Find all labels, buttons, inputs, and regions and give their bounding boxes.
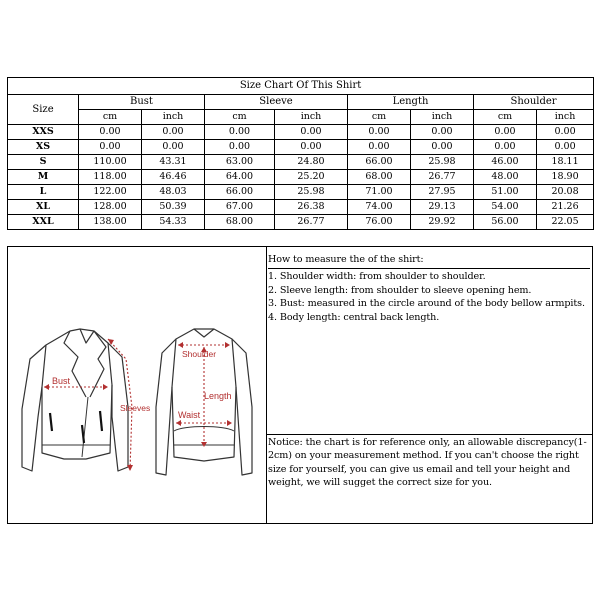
title-divider: [268, 268, 590, 269]
measurement-cell: 0.00: [348, 125, 411, 140]
measure-step: 2. Sleeve length: from shoulder to sleeve opening hem.: [268, 284, 532, 296]
waist-label: Waist: [178, 410, 201, 420]
measurement-cell: 48.00: [474, 170, 537, 185]
measurement-cell: 56.00: [474, 215, 537, 230]
table-row: [8, 185, 594, 200]
front-measure-marks: [44, 339, 132, 471]
measurement-cell: 0.00: [411, 125, 474, 140]
measurement-cell: 50.39: [142, 200, 205, 215]
measurement-cell: 74.00: [348, 200, 411, 215]
measurement-cell: 110.00: [79, 155, 142, 170]
measurement-cell: 0.00: [474, 125, 537, 140]
measurement-cell: 0.00: [348, 140, 411, 155]
unit-header-cm: cm: [474, 110, 537, 125]
measurement-cell: 25.20: [275, 170, 348, 185]
sleeve-header: Sleeve: [205, 95, 348, 110]
measurement-cell: 0.00: [142, 125, 205, 140]
measurement-cell: 66.00: [205, 185, 275, 200]
shoulder-header: Shoulder: [474, 95, 594, 110]
measurement-cell: 20.08: [537, 185, 594, 200]
measurement-cell: 26.77: [411, 170, 474, 185]
measure-step: 1. Shoulder width: from shoulder to shoulder.: [268, 271, 486, 283]
how-to-measure-title: How to measure the of the shirt:: [268, 254, 424, 265]
measurement-cell: 21.26: [537, 200, 594, 215]
size-chart-table: [7, 77, 594, 230]
size-cell: XL: [8, 200, 79, 215]
table-row: [8, 125, 594, 140]
measurement-cell: 66.00: [348, 155, 411, 170]
size-cell: L: [8, 185, 79, 200]
measurement-cell: 0.00: [142, 140, 205, 155]
measurement-cell: 138.00: [79, 215, 142, 230]
measurement-cell: 122.00: [79, 185, 142, 200]
bust-label: Bust: [52, 376, 71, 386]
measurement-panel: [7, 246, 593, 524]
unit-header-inch: inch: [142, 110, 205, 125]
measurement-cell: 46.46: [142, 170, 205, 185]
length-label: Length: [204, 391, 232, 401]
measurement-cell: 22.05: [537, 215, 594, 230]
measurement-cell: 0.00: [474, 140, 537, 155]
how-to-measure-section: [268, 253, 590, 324]
measure-step: 3. Bust: measured in the circle around of the body bellow armpits.: [268, 298, 585, 310]
measurement-cell: 0.00: [205, 140, 275, 155]
measurement-cell: 29.92: [411, 215, 474, 230]
measurement-cell: 63.00: [205, 155, 275, 170]
length-header: Length: [348, 95, 474, 110]
measurement-cell: 64.00: [205, 170, 275, 185]
shoulder-label: Shoulder: [182, 349, 217, 359]
measurement-cell: 25.98: [411, 155, 474, 170]
measurement-cell: 24.80: [275, 155, 348, 170]
table-row: [8, 200, 594, 215]
unit-header-inch: inch: [275, 110, 348, 125]
measurement-cell: 29.13: [411, 200, 474, 215]
table-row: [8, 215, 594, 230]
measurement-cell: 0.00: [537, 140, 594, 155]
size-cell: S: [8, 155, 79, 170]
table-row: [8, 170, 594, 185]
unit-header-inch: inch: [537, 110, 594, 125]
unit-header-inch: inch: [411, 110, 474, 125]
measurement-cell: 54.33: [142, 215, 205, 230]
size-cell: M: [8, 170, 79, 185]
measurement-cell: 128.00: [79, 200, 142, 215]
measurement-cell: 0.00: [275, 125, 348, 140]
measurement-cell: 51.00: [474, 185, 537, 200]
panel-divider-vertical: [266, 247, 267, 523]
measurement-cell: 118.00: [79, 170, 142, 185]
measurement-cell: 43.31: [142, 155, 205, 170]
jacket-diagram: [8, 247, 266, 525]
measurement-cell: 46.00: [474, 155, 537, 170]
sleeves-label: Sleeves: [120, 403, 151, 413]
measurement-cell: 67.00: [205, 200, 275, 215]
measurement-cell: 68.00: [205, 215, 275, 230]
table-row: [8, 140, 594, 155]
measurement-cell: 0.00: [411, 140, 474, 155]
size-cell: XXS: [8, 125, 79, 140]
jacket-illustration: [8, 247, 266, 525]
measurement-cell: 48.03: [142, 185, 205, 200]
unit-header-cm: cm: [79, 110, 142, 125]
measurement-cell: 0.00: [537, 125, 594, 140]
measurement-cell: 26.38: [275, 200, 348, 215]
measurement-cell: 76.00: [348, 215, 411, 230]
measurement-cell: 54.00: [474, 200, 537, 215]
measurement-cell: 68.00: [348, 170, 411, 185]
measurement-cell: 0.00: [79, 140, 142, 155]
table-title: Size Chart Of This Shirt: [8, 78, 594, 95]
size-cell: XS: [8, 140, 79, 155]
measurement-cell: 26.77: [275, 215, 348, 230]
unit-header-cm: cm: [348, 110, 411, 125]
measurement-cell: 0.00: [205, 125, 275, 140]
measurement-cell: 25.98: [275, 185, 348, 200]
measure-step: 4. Body length: central back length.: [268, 311, 440, 323]
measurement-cell: 18.11: [537, 155, 594, 170]
panel-divider-horizontal: [266, 434, 592, 435]
unit-header-cm: cm: [205, 110, 275, 125]
notice-text: Notice: the chart is for reference only, an allowable discrepancy(1-2cm) on your measurement method. If you can't choose the right size for yourself, you can give us email and tell your height and weight, we will sugget the correct size for you.: [268, 437, 587, 489]
measurement-cell: 18.90: [537, 170, 594, 185]
measurement-cell: 27.95: [411, 185, 474, 200]
table-row: [8, 155, 594, 170]
measurement-cell: 0.00: [275, 140, 348, 155]
jacket-front-icon: [22, 329, 128, 471]
size-column-header: Size: [8, 95, 79, 125]
measurement-cell: 71.00: [348, 185, 411, 200]
size-cell: XXL: [8, 215, 79, 230]
bust-header: Bust: [79, 95, 205, 110]
measurement-cell: 0.00: [79, 125, 142, 140]
